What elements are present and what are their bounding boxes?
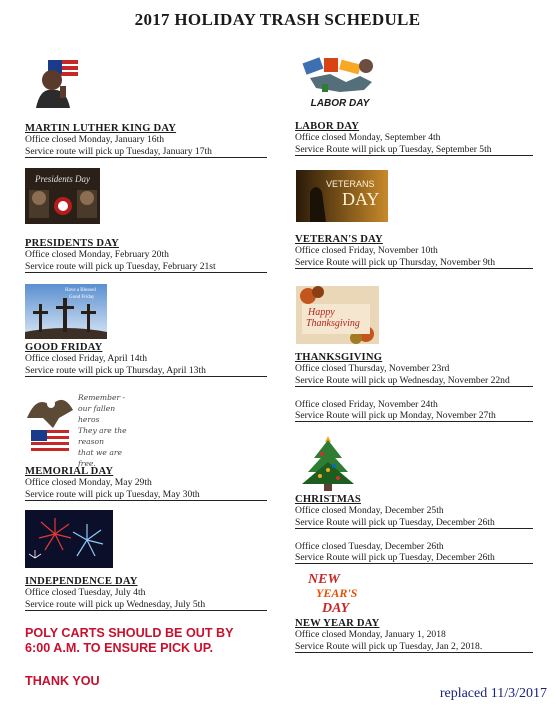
mlk-portrait-icon — [30, 58, 80, 108]
veterans-caption-b: DAY — [342, 189, 380, 209]
holiday-name: PRESIDENTS DAY — [25, 238, 119, 249]
pickup-2: Service Route will pick up Monday, November 27th — [295, 410, 533, 422]
presidents-day-caption: Presidents Day — [35, 174, 90, 184]
thank-you: THANK YOU — [25, 674, 100, 688]
office-closed: Office closed Monday, September 4th — [295, 132, 441, 144]
page-title: 2017 HOLIDAY TRASH SCHEDULE — [134, 10, 421, 29]
office-closed: Office closed Monday, January 1, 2018 — [295, 629, 446, 641]
office-closed-2: Office closed Friday, November 24th — [295, 398, 438, 410]
labor-day-icon — [300, 56, 380, 112]
christmas-tree-icon — [298, 432, 358, 492]
holiday-good-friday — [25, 342, 267, 377]
office-closed: Office closed Monday, January 16th — [25, 134, 165, 146]
holiday-thanksgiving — [295, 352, 533, 422]
holiday-veterans — [295, 234, 533, 269]
veterans-caption-a: VETERANS — [326, 179, 375, 189]
memorial-day-text-image — [78, 392, 138, 468]
office-closed: Office closed Monday, December 25th — [295, 505, 444, 517]
new-year-caption-c: DAY — [322, 601, 350, 616]
holiday-name: MEMORIAL DAY — [25, 466, 114, 477]
office-closed-2: Office closed Tuesday, December 26th — [295, 540, 444, 552]
replaced-date: replaced 11/3/2017 — [439, 686, 547, 701]
holiday-labor — [295, 121, 533, 156]
memorial-text-3: They are the reason — [78, 426, 127, 446]
holiday-name: GOOD FRIDAY — [25, 342, 103, 353]
holiday-independence — [25, 576, 267, 611]
memorial-text-1: Remember - — [78, 393, 126, 402]
holiday-name: CHRISTMAS — [295, 494, 361, 505]
memorial-text-4: that we are free. — [78, 448, 122, 468]
office-closed: Office closed Monday, February 20th — [25, 249, 169, 261]
pickup-2: Service Route will pick up Tuesday, December 26th — [295, 552, 533, 564]
pickup: Service Route will pick up Wednesday, November 22nd — [295, 375, 533, 387]
office-closed: Office closed Friday, April 14th — [25, 353, 148, 365]
presidents-day-banner — [25, 168, 100, 224]
good-friday-caption-a: Have a Blessed — [65, 288, 96, 293]
notice-line-1: POLY CARTS SHOULD BE OUT BY — [25, 626, 234, 640]
fireworks-banner — [25, 510, 113, 568]
notice-line-2: 6:00 A.M. TO ENSURE PICK UP. — [25, 641, 214, 655]
thanksgiving-caption-a: Happy — [308, 307, 335, 318]
holiday-new-year — [295, 618, 533, 653]
pickup: Service route will pick up Tuesday, January 17th — [25, 146, 267, 158]
pickup: Service Route will pick up Thursday, November 9th — [295, 257, 533, 269]
pickup: Service route will pick up Wednesday, July 5th — [25, 599, 267, 611]
holiday-name: INDEPENDENCE DAY — [25, 576, 138, 587]
pickup: Service Route will pick up Tuesday, Jan 2, 2018. — [295, 641, 533, 653]
memorial-day-eagle-icon — [25, 388, 75, 456]
new-year-caption-b: YEAR'S — [316, 586, 358, 600]
good-friday-caption-b: Good Friday — [69, 295, 95, 300]
office-closed: Office closed Tuesday, July 4th — [25, 587, 146, 599]
office-closed: Office closed Friday, November 10th — [295, 245, 438, 257]
good-friday-banner — [25, 284, 107, 339]
new-year-image — [300, 572, 362, 622]
pickup: Service route will pick up Thursday, April 13th — [25, 365, 267, 377]
pickup: Service Route will pick up Tuesday, December 26th — [295, 517, 533, 529]
pickup: Service Route will pick up Tuesday, September 5th — [295, 144, 533, 156]
holiday-name: MARTIN LUTHER KING DAY — [25, 123, 177, 134]
holiday-name: LABOR DAY — [295, 121, 360, 132]
holiday-name: VETERAN'S DAY — [295, 234, 383, 245]
holiday-mlk — [25, 123, 267, 158]
poly-carts-notice — [25, 626, 234, 656]
memorial-text-2: our fallen heros — [78, 404, 116, 424]
new-year-caption-a: NEW — [308, 572, 340, 587]
holiday-presidents — [25, 238, 267, 273]
labor-day-caption: LABOR DAY — [310, 98, 370, 109]
thanksgiving-caption-b: Thanksgiving — [306, 318, 360, 329]
holiday-name: THANKSGIVING — [295, 352, 383, 363]
pickup: Service route will pick up Tuesday, May 30th — [25, 489, 267, 501]
pickup: Service route will pick up Tuesday, February 21st — [25, 261, 267, 273]
holiday-memorial — [25, 466, 267, 501]
office-closed: Office closed Thursday, November 23rd — [295, 363, 450, 375]
holiday-christmas — [295, 494, 533, 564]
holiday-name: NEW YEAR DAY — [295, 618, 380, 629]
office-closed: Office closed Monday, May 29th — [25, 477, 152, 489]
veterans-day-banner — [296, 170, 388, 222]
thanksgiving-banner — [296, 286, 379, 344]
